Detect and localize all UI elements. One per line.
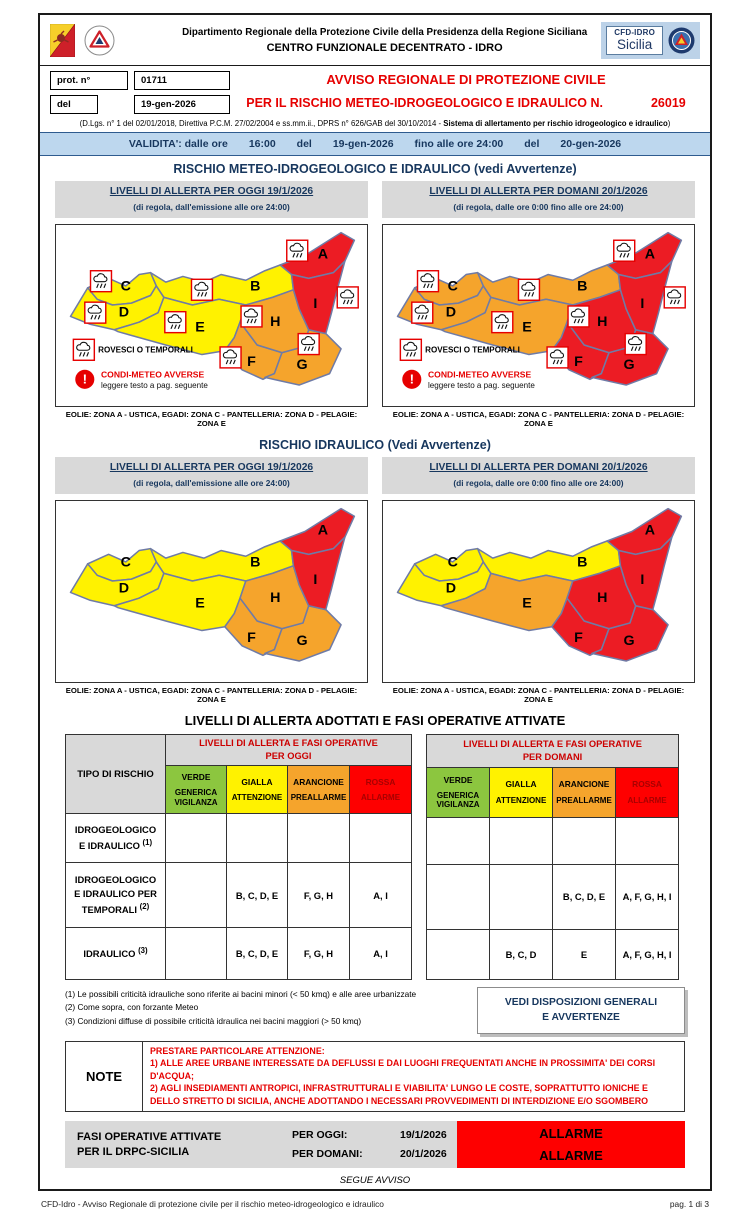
storm-icon [625, 334, 646, 355]
adverse-weather-title: CONDI-METEO AVVERSE [427, 369, 532, 380]
alert-zones-cell [166, 863, 227, 928]
alert-zones-cell: E [553, 929, 616, 979]
level-sub: GENERICA VIGILANZA [174, 787, 218, 807]
page-footer [41, 1199, 709, 1209]
footnote-3: (3) Condizioni diffuse di possibile criticità idraulica nei bacini maggiori (> 50 kmq) [65, 1015, 362, 1026]
alert-zones-cell: F, G, H [288, 928, 350, 980]
zone-E-label: E [522, 595, 532, 612]
level-header-verde [427, 767, 490, 817]
footnote-2: (2) Come sopra, con forzante Meteo [65, 1002, 199, 1013]
alert-zones-cell [427, 929, 490, 979]
zone-E-label: E [195, 319, 205, 336]
vedi-disposizioni-button[interactable] [477, 987, 685, 1034]
zone-A-label: A [644, 246, 656, 263]
panel-header-sub: (di regola, dall'emissione alle ore 24:00) [133, 478, 290, 488]
alert-zones-cell: B, C, D, E [227, 928, 288, 980]
zone-B-label: B [250, 278, 261, 295]
risk-type-header: TIPO DI RISCHIO [66, 735, 166, 814]
panel-header-sub: (di regola, dall'emissione alle ore 24:00) [133, 202, 290, 212]
del-value: 19-gen-2026 [134, 95, 230, 114]
alert-zones-cell [490, 818, 553, 865]
risk-row-label [66, 863, 166, 928]
level-sub: ATTENZIONE [231, 792, 283, 802]
level-name: VERDE [443, 774, 473, 785]
storm-icon [412, 302, 433, 323]
panel-header-sub: (di regola, dalle ore 0:00 fino alle ore 24:00) [453, 202, 624, 212]
level-name: GIALLA [505, 779, 537, 790]
meteo-panels [40, 181, 710, 432]
zone-I-label: I [313, 295, 318, 312]
legend-storm-label: ROVESCI O TEMPORALI [98, 345, 193, 355]
title-band [40, 66, 710, 114]
button-line1: VEDI DISPOSIZIONI GENERALI [504, 997, 658, 1008]
adverse-weather-icon [402, 370, 421, 389]
alert-zones-cell [490, 865, 553, 929]
storm-icon [337, 287, 358, 308]
alert-zones-cell: B, C, D [490, 929, 553, 979]
avviso-title-line2-text: PER IL RISCHIO METEO-IDROGEOLOGICO E IDRAULICO N. [246, 96, 603, 110]
level-name: ROSSA [632, 779, 662, 790]
zone-C-label: C [447, 278, 458, 295]
law-prefix: (D.Lgs. n° 1 del 02/01/2018, Direttiva P.C.M. 27/02/2004 e ss.mm.ii., DPRS n° 626/GAB del 30/10/2014 - [79, 119, 444, 128]
risk-label-text: IDROGEOLOGICO E IDRAULICO PER TEMPORALI [74, 873, 157, 916]
zone-A-label: A [317, 522, 329, 539]
alert-zones-cell [166, 928, 227, 980]
risk-label-sup: (1) [142, 837, 153, 847]
panel-header [55, 181, 368, 218]
note-line-1: PRESTARE PARTICOLARE ATTENZIONE: [150, 1045, 325, 1056]
zone-E-label: E [195, 595, 205, 612]
footer-left: CFD-Idro - Avviso Regionale di protezione civile per il rischio meteo-idrogeologico e idraulico [41, 1199, 384, 1209]
zone-B-label: B [577, 278, 588, 295]
note-line-2: 1) ALLE AREE URBANE INTERESSATE DA DEFLUSSI E DAI LUOGHI FREQUENTATI ANCHE IN PROSSIMITA' DEI CORSI D'ACQUA; [150, 1058, 656, 1081]
button-line2: E AVVERTENZE [542, 1012, 620, 1024]
storm-icon [298, 334, 319, 355]
storm-icon [614, 240, 635, 261]
sicily-map [56, 501, 367, 682]
panel-header-title: LIVELLI DI ALLERTA PER DOMANI 20/1/2026 [429, 462, 648, 473]
risk-label-text: IDROGEOLOGICO E IDRAULICO [74, 823, 157, 852]
avviso-title [232, 71, 700, 114]
zone-C-label: C [120, 278, 131, 295]
group-header-line1: LIVELLI DI ALLERTA E FASI OPERATIVE [463, 739, 642, 750]
badge-line2: Sicilia [617, 36, 653, 52]
sicily-map [383, 225, 694, 406]
zone-H-label: H [270, 313, 281, 330]
alert-zones-cell [553, 818, 616, 865]
department-heading [168, 27, 601, 54]
zone-H-label: H [270, 589, 281, 606]
group-header-domani [427, 735, 679, 768]
panel-header-sub: (di regola, dalle ore 0:00 fino alle ore 24:00) [453, 478, 624, 488]
idraulico-panels [40, 457, 710, 708]
storm-icon [492, 312, 513, 333]
zone-B-label: B [577, 554, 588, 571]
protocol-fields [50, 71, 232, 114]
phase-status-oggi: ALLARME [539, 1126, 603, 1142]
storm-icon [568, 306, 589, 327]
alert-zones-cell: B, C, D, E [227, 863, 288, 928]
risk-label-text: IDRAULICO [83, 948, 136, 960]
storm-icon [165, 312, 186, 333]
storm-icon [91, 271, 112, 292]
panel-idraulico-domani [382, 457, 695, 708]
alert-zones-cell [616, 818, 679, 865]
avviso-number: 26019 [650, 96, 686, 110]
risk-label-sup: (2) [139, 901, 150, 911]
zone-F-label: F [574, 629, 583, 646]
phases-dates [292, 1121, 457, 1168]
avviso-title-line1: AVVISO REGIONALE DI PROTEZIONE CIVILE [326, 72, 606, 87]
map-meteo-domani [382, 224, 695, 407]
storm-icon [287, 240, 308, 261]
level-sub: PREALLARME [290, 792, 347, 802]
alert-zones-cell: A, F, G, H, I [616, 865, 679, 929]
level-header-gialla [227, 766, 288, 814]
zone-D-label: D [118, 304, 130, 321]
storm-icon [241, 306, 262, 327]
zone-H-label: H [597, 313, 608, 330]
phase-status-block [457, 1121, 685, 1168]
validity-from-date: 19-gen-2026 [332, 138, 394, 150]
level-sub: ATTENZIONE [495, 795, 547, 805]
header-logos [50, 24, 168, 57]
zone-F-label: F [247, 629, 256, 646]
map-meteo-oggi [55, 224, 368, 407]
sicily-map [56, 225, 367, 406]
protezione-civile-logo-icon [84, 25, 115, 56]
phase-when: PER DOMANI: [292, 1147, 363, 1160]
zone-G-label: G [296, 632, 308, 649]
level-sub: GENERICA VIGILANZA [436, 790, 480, 810]
alert-zones-cell [288, 814, 350, 863]
law-suffix: ) [667, 119, 671, 128]
zone-C-label: C [447, 554, 458, 571]
note-body [143, 1042, 684, 1111]
phase-row-oggi [292, 1129, 457, 1141]
phases-label-line2: PER IL DRPC-SICILIA [77, 1146, 190, 1159]
risk-label-sup: (3) [138, 946, 148, 956]
validity-bar [40, 132, 710, 156]
alert-zones-cell: A, I [350, 863, 412, 928]
alert-zones-cell: A, I [350, 928, 412, 980]
law-reference [40, 114, 710, 132]
zone-D-label: D [118, 580, 130, 597]
adverse-weather-sub: leggere testo a pag. seguente [427, 380, 535, 390]
avviso-page [38, 13, 712, 1191]
map-idraulico-domani [382, 500, 695, 683]
footnotes-row [65, 987, 685, 1034]
level-sub: PREALLARME [556, 795, 612, 805]
zone-G-label: G [623, 356, 635, 373]
level-header-gialla [490, 767, 553, 817]
zone-B-label: B [250, 554, 261, 571]
level-name: GIALLA [241, 776, 273, 787]
zone-G-label: G [296, 356, 308, 373]
adverse-weather-title: CONDI-METEO AVVERSE [100, 369, 205, 380]
storm-icon [85, 302, 106, 323]
storm-icon [191, 279, 212, 300]
zone-F-label: F [574, 353, 583, 370]
zone-I-label: I [640, 571, 645, 588]
zone-A-label: A [644, 522, 656, 539]
cfd-logo-icon [668, 27, 695, 54]
svg-text:!: ! [409, 371, 415, 387]
risk-row-label [66, 814, 166, 863]
storm-icon [664, 287, 685, 308]
level-header-rossa [616, 767, 679, 817]
group-header-line2: PER DOMANI [522, 751, 583, 762]
map-caption: EOLIE: ZONA A - USTICA, EGADI: ZONA C - PANTELLERIA: ZONA D - PELAGIE: ZONA E [392, 686, 685, 704]
sicilia-flag-icon [50, 24, 75, 57]
map-idraulico-oggi [55, 500, 368, 683]
alert-zones-cell [166, 814, 227, 863]
zone-D-label: D [445, 304, 457, 321]
alert-zones-cell [427, 818, 490, 865]
legend-storm-label: ROVESCI O TEMPORALI [425, 345, 520, 355]
avviso-title-line2 [232, 96, 700, 110]
validity-del1: del [296, 138, 312, 150]
storm-icon [418, 271, 439, 292]
level-name: VERDE [181, 771, 211, 782]
group-header-oggi [166, 735, 412, 766]
validity-to-date: 20-gen-2026 [560, 138, 622, 150]
alert-zones-cell: B, C, D, E [553, 865, 616, 929]
validity-from-time: 16:00 [248, 138, 276, 150]
panel-header [55, 457, 368, 494]
panel-header [382, 457, 695, 494]
level-name: ARANCIONE [558, 779, 610, 790]
prot-label: prot. n° [50, 71, 128, 90]
storm-icon [547, 347, 568, 368]
panel-header-title: LIVELLI DI ALLERTA PER OGGI 19/1/2026 [109, 462, 314, 473]
level-name: ARANCIONE [293, 776, 344, 787]
zone-I-label: I [313, 571, 318, 588]
centro-funzionale-title: CENTRO FUNZIONALE DECENTRATO - IDRO [266, 41, 503, 54]
section-title-meteo: RISCHIO METEO-IDROGEOLOGICO E IDRAULICO (vedi Avvertenze) [173, 162, 577, 176]
zone-I-label: I [640, 295, 645, 312]
table-footnotes [65, 987, 465, 1028]
level-header-arancione [288, 766, 350, 814]
badge-line1: CFD-IDRO [614, 27, 655, 37]
levels-table-title: LIVELLI DI ALLERTA ADOTTATI E FASI OPERATIVE ATTIVATE [184, 713, 566, 728]
level-header-rossa [350, 766, 412, 814]
law-bold: Sistema di allertamento per rischio idrogeologico e idraulico [443, 119, 668, 128]
phase-when: PER OGGI: [292, 1129, 348, 1142]
zone-A-label: A [317, 246, 329, 263]
panel-header-title: LIVELLI DI ALLERTA PER DOMANI 20/1/2026 [429, 186, 648, 197]
note-label: NOTE [66, 1042, 143, 1111]
validity-label: VALIDITA': dalle ore [128, 138, 228, 150]
alert-zones-cell: A, F, G, H, I [616, 929, 679, 979]
alert-zones-cell: F, G, H [288, 863, 350, 928]
note-line-3: 2) AGLI INSEDIAMENTI ANTROPICI, INFRASTRUTTURALI E VIABILITA' LUNGO LE COSTE, SOPRATTUTTO IONICHE E DELLO STRETTO DI SICILIA, ANCHE ADOTTANDO I NECESSARI PROVVEDIMENTI DI INTERDIZIONE E/O SGOMBERO [150, 1083, 649, 1106]
zone-C-label: C [120, 554, 131, 571]
phase-row-domani [292, 1148, 457, 1160]
level-sub: ALLARME [360, 792, 401, 802]
alert-zones-cell [227, 814, 288, 863]
zone-E-label: E [522, 319, 532, 336]
storm-icon [518, 279, 539, 300]
validity-until: fino alle ore 24:00 [414, 138, 504, 150]
level-sub: ALLARME [627, 795, 667, 805]
map-caption: EOLIE: ZONA A - USTICA, EGADI: ZONA C - PANTELLERIA: ZONA D - PELAGIE: ZONA E [392, 410, 685, 428]
storm-icon [400, 339, 421, 360]
del-label: del [50, 95, 98, 114]
prot-value: 01711 [134, 71, 230, 90]
group-header-line1: LIVELLI DI ALLERTA E FASI OPERATIVE [199, 738, 378, 749]
validity-del2: del [524, 138, 540, 150]
zone-G-label: G [623, 632, 635, 649]
cfd-idro-badge-text [606, 26, 663, 55]
section-title-idraulico: RISCHIO IDRAULICO (Vedi Avvertenze) [259, 438, 491, 452]
levels-table-oggi [65, 734, 412, 980]
level-header-arancione [553, 767, 616, 817]
map-caption: EOLIE: ZONA A - USTICA, EGADI: ZONA C - PANTELLERIA: ZONA D - PELAGIE: ZONA E [65, 410, 358, 428]
levels-table [65, 734, 685, 980]
department-title: Dipartimento Regionale della Protezione Civile della Presidenza della Regione Siciliana [182, 26, 588, 38]
segue-avviso: SEGUE AVVISO [339, 1175, 411, 1187]
zone-H-label: H [597, 589, 608, 606]
panel-meteo-domani [382, 181, 695, 432]
panel-header-title: LIVELLI DI ALLERTA PER OGGI 19/1/2026 [109, 186, 314, 197]
storm-icon [73, 339, 94, 360]
document-header [40, 15, 710, 66]
level-name: ROSSA [365, 776, 396, 787]
panel-meteo-oggi [55, 181, 368, 432]
risk-row-label [66, 928, 166, 980]
phases-label-line1: FASI OPERATIVE ATTIVATE [77, 1131, 222, 1144]
alert-zones-cell [350, 814, 412, 863]
note-box [65, 1041, 685, 1112]
adverse-weather-icon [75, 370, 94, 389]
sicily-map [383, 501, 694, 682]
phase-status-domani: ALLARME [539, 1147, 603, 1163]
footer-page-number: pag. 1 di 3 [669, 1199, 709, 1209]
level-header-verde [166, 766, 227, 814]
panel-idraulico-oggi [55, 457, 368, 708]
svg-text:!: ! [82, 371, 88, 387]
storm-icon [220, 347, 241, 368]
operative-phases-bar [65, 1121, 685, 1168]
levels-table-domani [426, 734, 679, 980]
cfd-idro-badge [601, 22, 700, 59]
phase-date: 19/1/2026 [400, 1129, 447, 1142]
alert-zones-cell [427, 865, 490, 929]
map-caption: EOLIE: ZONA A - USTICA, EGADI: ZONA C - PANTELLERIA: ZONA D - PELAGIE: ZONA E [65, 686, 358, 704]
adverse-weather-sub: leggere testo a pag. seguente [100, 380, 208, 390]
phases-label [65, 1121, 292, 1168]
group-header-line2: PER OGGI [265, 751, 312, 761]
phase-date: 20/1/2026 [400, 1147, 447, 1160]
zone-F-label: F [247, 353, 256, 370]
zone-D-label: D [445, 580, 457, 597]
footnote-1: (1) Le possibili criticità idrauliche sono riferite ai bacini minori (< 50 kmq) e alle aree urbanizzate [65, 989, 417, 999]
panel-header [382, 181, 695, 218]
